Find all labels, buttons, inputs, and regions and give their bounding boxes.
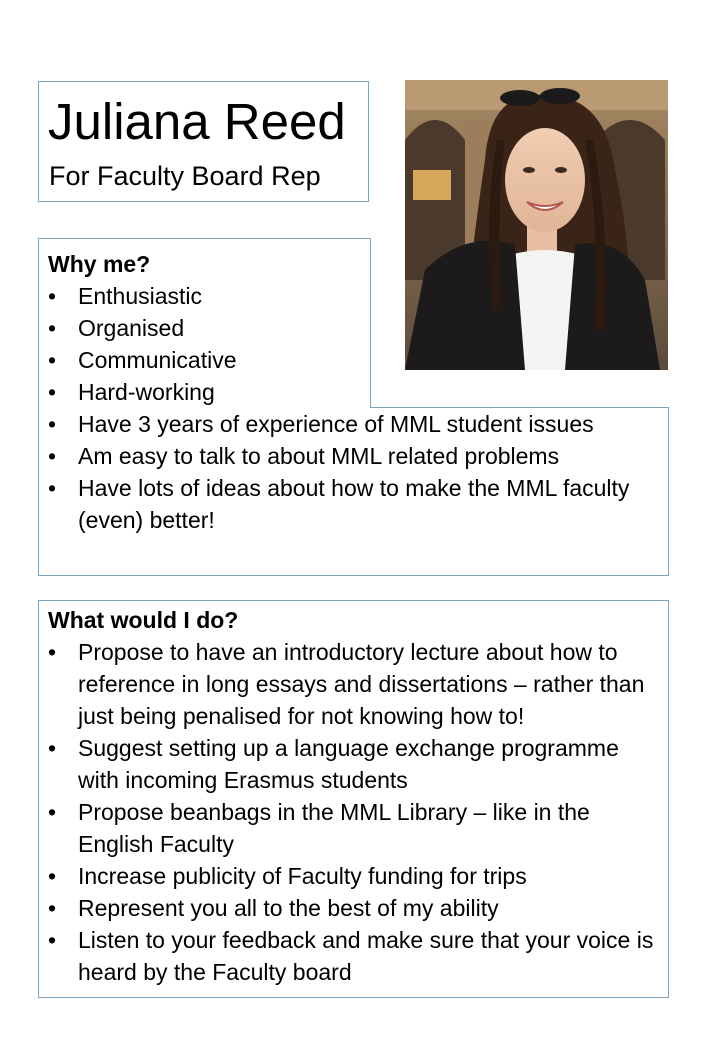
list-item: • Communicative <box>48 344 663 376</box>
list-item: • Have 3 years of experience of MML student issues <box>48 408 663 440</box>
list-item: • Represent you all to the best of my ability <box>48 892 660 924</box>
list-item: • Am easy to talk to about MML related problems <box>48 440 663 472</box>
list-item: • Increase publicity of Faculty funding for trips <box>48 860 660 892</box>
list-item: • Propose to have an introductory lecture about how to reference in long essays and dissertations – rather than just being penalised for not knowing how to! <box>48 636 660 732</box>
what-would-i-do-heading: What would I do? <box>48 607 239 633</box>
why-me-section <box>48 248 663 536</box>
list-item: • Propose beanbags in the MML Library – like in the English Faculty <box>48 796 660 860</box>
list-item: • Organised <box>48 312 663 344</box>
why-me-heading: Why me? <box>48 251 151 277</box>
list-item: • Suggest setting up a language exchange programme with incoming Erasmus students <box>48 732 660 796</box>
list-item: • Hard-working <box>48 376 663 408</box>
what-would-i-do-list <box>48 636 660 988</box>
candidate-name: Juliana Reed <box>48 93 346 150</box>
list-item: • Enthusiastic <box>48 280 663 312</box>
candidate-role: For Faculty Board Rep <box>49 161 321 191</box>
list-item: • Listen to your feedback and make sure that your voice is heard by the Faculty board <box>48 924 660 988</box>
list-item: • Have lots of ideas about how to make the MML faculty (even) better! <box>48 472 663 536</box>
why-me-list <box>48 280 663 536</box>
what-would-i-do-section <box>48 604 660 988</box>
